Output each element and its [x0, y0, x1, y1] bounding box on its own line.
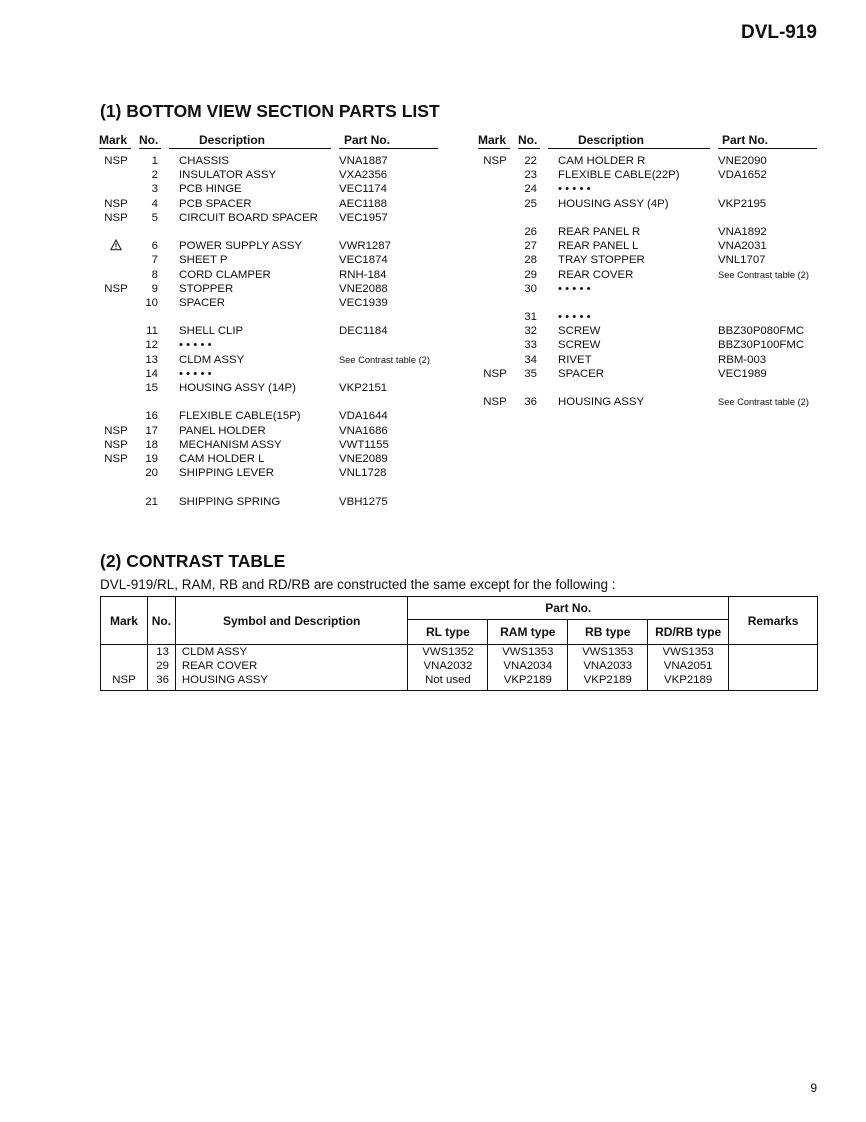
row-number: 16: [145, 410, 158, 423]
right-column-headers: [478, 133, 818, 149]
ct-cell-desc: CLDM ASSY: [181, 646, 248, 658]
row-number: 5: [151, 211, 158, 224]
header-mark: Mark: [99, 133, 128, 147]
parts-row: [479, 253, 839, 267]
parts-row: [479, 239, 839, 253]
row-part-number: VKP2151: [339, 382, 388, 395]
header-part-no: Part No.: [344, 133, 391, 147]
row-number: 14: [145, 367, 158, 380]
ct-cell-no: 29: [156, 660, 169, 672]
row-description: SHELL CLIP: [179, 325, 244, 338]
row-part-number: VEC1174: [339, 183, 387, 196]
parts-row: [100, 225, 460, 253]
row-number: 31: [524, 311, 537, 324]
row-number: 30: [524, 282, 537, 295]
row-description: HOUSING ASSY (14P): [179, 382, 296, 395]
ct-col-rb: [568, 645, 648, 691]
contrast-note: DVL-919/RL, RAM, RB and RD/RB are constructed the same except for the following :: [100, 577, 616, 592]
parts-row: [479, 168, 839, 182]
parts-row: [100, 268, 460, 282]
parts-row: [100, 338, 460, 352]
row-description: SHIPPING SPRING: [179, 495, 281, 508]
ct-col-mark: [101, 645, 148, 691]
row-description: CHASSIS: [179, 155, 230, 167]
row-description: PCB HINGE: [179, 183, 242, 196]
parts-row: [479, 268, 839, 282]
ct-cell-desc: REAR COVER: [181, 660, 258, 672]
ct-cell-mark: [101, 659, 147, 673]
row-description: CLDM ASSY: [179, 353, 245, 366]
ct-cell-ram: VKP2189: [503, 674, 552, 686]
row-number: 25: [524, 197, 537, 210]
parts-row: [479, 282, 839, 296]
row-number: 13: [145, 353, 158, 366]
row-part-number: VNA1686: [339, 424, 388, 437]
row-number: 12: [145, 339, 158, 352]
row-part-number: VEC1957: [339, 211, 388, 224]
row-part-number: VNA1892: [718, 225, 767, 238]
row-part-number: VEC1874: [339, 254, 388, 267]
row-mark: NSP: [483, 155, 507, 167]
row-part-number: RNH-184: [339, 268, 387, 281]
row-part-number: BBZ30P080FMC: [718, 325, 805, 338]
row-description: • • • • •: [558, 183, 591, 196]
row-part-number: VNE2089: [339, 452, 388, 465]
ct-cell-mark: [101, 645, 147, 659]
parts-row: [100, 168, 460, 182]
row-part-number: VNA2031: [718, 240, 767, 253]
left-column-headers: [99, 133, 439, 149]
ct-header-rl: RL type: [408, 620, 488, 645]
parts-row: [100, 424, 460, 438]
ct-header-mark: Mark: [101, 597, 148, 645]
row-part-number: VDA1644: [339, 410, 388, 423]
row-number: 10: [145, 296, 158, 309]
row-number: 19: [145, 452, 158, 465]
row-part-number: VDA1652: [718, 169, 767, 182]
header-description: Description: [199, 133, 266, 147]
row-part-number: VNE2090: [718, 155, 767, 167]
parts-row: [100, 310, 460, 338]
row-number: 21: [145, 495, 158, 508]
header-part-no: Part No.: [722, 133, 769, 147]
ct-cell-no: 13: [156, 646, 169, 658]
row-number: 8: [151, 268, 158, 281]
row-part-number: AEC1188: [339, 197, 387, 210]
row-description: FLEXIBLE CABLE(22P): [558, 169, 680, 182]
contrast-table: [100, 596, 818, 691]
parts-row: [100, 253, 460, 267]
parts-row: [100, 154, 460, 168]
row-number: 35: [524, 367, 537, 380]
row-description: HOUSING ASSY (4P): [558, 197, 669, 210]
section2-title: (2) CONTRAST TABLE: [100, 551, 286, 571]
ct-cell-rl: Not used: [425, 674, 471, 686]
parts-row: [479, 154, 839, 168]
header-no: No.: [518, 133, 538, 147]
row-number: 34: [524, 353, 537, 366]
ct-header-no: No.: [147, 597, 175, 645]
row-mark: NSP: [483, 396, 507, 409]
row-description: REAR COVER: [558, 268, 634, 281]
row-description: CORD CLAMPER: [179, 268, 271, 281]
ct-col-rdrb: [648, 645, 729, 691]
row-number: 22: [524, 155, 537, 167]
row-number: 24: [524, 183, 537, 196]
parts-row: [479, 296, 839, 324]
ct-cell-rl: VWS1352: [422, 646, 474, 658]
ct-header-ram: RAM type: [488, 620, 568, 645]
row-number: 20: [145, 467, 158, 480]
right-parts-list: [479, 154, 839, 409]
row-mark: NSP: [104, 197, 128, 210]
ct-header-part-no: Part No.: [408, 597, 729, 620]
row-description: MECHANISM ASSY: [179, 438, 282, 451]
row-number: 11: [146, 325, 158, 338]
ct-cell-mark: NSP: [112, 674, 136, 686]
row-number: 6: [151, 240, 158, 253]
row-description: SCREW: [558, 325, 601, 338]
row-part-number: VNE2088: [339, 282, 388, 295]
parts-row: [479, 197, 839, 211]
ct-header-rdrb: RD/RB type: [648, 620, 729, 645]
left-parts-list: [100, 154, 460, 509]
row-number: 28: [524, 254, 537, 267]
ct-col-rl: [408, 645, 488, 691]
parts-row: [479, 381, 839, 409]
row-mark: NSP: [104, 211, 128, 224]
parts-row: [100, 211, 460, 225]
row-part-number: VNA1887: [339, 155, 388, 167]
ct-cell-no: 36: [156, 674, 169, 686]
row-number: 36: [524, 396, 537, 409]
row-part-number: VNL1707: [718, 254, 766, 267]
row-description: TRAY STOPPER: [558, 254, 645, 267]
row-description: CAM HOLDER R: [558, 155, 646, 167]
ct-cell-rb: VWS1353: [582, 646, 634, 658]
page-number: 9: [810, 1081, 817, 1095]
parts-row: [479, 211, 839, 239]
row-mark: NSP: [104, 282, 128, 295]
ct-header-symbol: Symbol and Description: [175, 597, 408, 645]
row-description: • • • • •: [558, 282, 591, 295]
row-mark: NSP: [483, 367, 507, 380]
row-number: 2: [151, 169, 158, 182]
section1-title: (1) BOTTOM VIEW SECTION PARTS LIST: [100, 101, 440, 121]
row-number: 33: [524, 339, 537, 352]
ct-header-rb: RB type: [568, 620, 648, 645]
ct-cell-desc: HOUSING ASSY: [181, 674, 268, 686]
row-number: 27: [524, 240, 537, 253]
row-number: 26: [524, 225, 537, 238]
ct-cell-rdrb: VNA2051: [663, 660, 713, 672]
row-description: • • • • •: [179, 367, 212, 380]
parts-row: [100, 480, 460, 508]
parts-row: [479, 367, 839, 381]
row-description: SHIPPING LEVER: [179, 467, 274, 480]
row-description: HOUSING ASSY: [558, 396, 645, 409]
row-part-number: See Contrast table (2): [718, 397, 809, 408]
row-part-number: VNL1728: [339, 467, 387, 480]
row-number: 4: [151, 197, 158, 210]
ct-cell-ram: VWS1353: [502, 646, 554, 658]
row-part-number: VWR1287: [339, 240, 391, 253]
parts-row: [100, 197, 460, 211]
row-mark: NSP: [104, 424, 128, 437]
row-number: 17: [145, 424, 158, 437]
parts-row: [100, 381, 460, 395]
row-part-number: VEC1989: [718, 367, 767, 380]
row-description: RIVET: [558, 353, 592, 366]
row-description: SPACER: [558, 367, 604, 380]
parts-row: [100, 182, 460, 196]
header-no: No.: [139, 133, 159, 147]
parts-row: [100, 296, 460, 310]
header-description: Description: [578, 133, 645, 147]
row-description: REAR PANEL R: [558, 225, 641, 238]
row-mark: NSP: [104, 438, 128, 451]
row-part-number: See Contrast table (2): [339, 354, 430, 365]
row-part-number: VKP2195: [718, 197, 767, 210]
row-part-number: VEC1939: [339, 296, 388, 309]
ct-col-desc: [175, 645, 408, 691]
row-part-number: DEC1184: [339, 325, 388, 338]
parts-row: [479, 353, 839, 367]
row-part-number: VBH1275: [339, 495, 388, 508]
ct-col-ram: [488, 645, 568, 691]
row-mark: NSP: [104, 155, 128, 167]
row-number: 7: [151, 254, 158, 267]
parts-row: [100, 367, 460, 381]
parts-row: [100, 452, 460, 466]
row-description: CIRCUIT BOARD SPACER: [179, 211, 318, 224]
row-description: PANEL HOLDER: [179, 424, 266, 437]
parts-row: [100, 282, 460, 296]
header-mark: Mark: [478, 133, 507, 147]
row-number: 9: [151, 282, 158, 295]
row-part-number: VXA2356: [339, 169, 388, 182]
row-number: 18: [145, 438, 158, 451]
row-description: • • • • •: [558, 311, 591, 324]
parts-row: [479, 324, 839, 338]
ct-cell-rb: VKP2189: [583, 674, 632, 686]
row-description: REAR PANEL L: [558, 240, 639, 253]
parts-row: [100, 395, 460, 423]
parts-row: [479, 182, 839, 196]
row-description: FLEXIBLE CABLE(15P): [179, 410, 301, 423]
row-description: CAM HOLDER L: [179, 452, 265, 465]
row-description: • • • • •: [179, 339, 212, 352]
row-number: 3: [151, 183, 158, 196]
row-description: SCREW: [558, 339, 601, 352]
row-number: 29: [524, 268, 537, 281]
row-part-number: RBM-003: [718, 353, 767, 366]
ct-col-remarks: [729, 645, 818, 691]
ct-cell-ram: VNA2034: [503, 660, 553, 672]
row-description: SPACER: [179, 296, 225, 309]
parts-row: [100, 466, 460, 480]
ct-cell-rdrb: VKP2189: [664, 674, 713, 686]
ct-cell-rdrb: VWS1353: [662, 646, 714, 658]
row-description: STOPPER: [179, 282, 234, 295]
row-description: POWER SUPPLY ASSY: [179, 240, 303, 253]
parts-row: [100, 438, 460, 452]
model-number: DVL-919: [740, 22, 817, 43]
parts-row: [100, 353, 460, 367]
parts-row: [479, 338, 839, 352]
row-mark: NSP: [104, 452, 128, 465]
row-number: 32: [524, 325, 537, 338]
row-description: INSULATOR ASSY: [179, 169, 277, 182]
ct-header-remarks: Remarks: [729, 597, 818, 645]
ct-cell-rl: VNA2032: [423, 660, 473, 672]
ct-col-no: [147, 645, 175, 691]
row-description: SHEET P: [179, 254, 228, 267]
row-number: 1: [151, 155, 158, 167]
row-part-number: BBZ30P100FMC: [718, 339, 805, 352]
row-description: PCB SPACER: [179, 197, 252, 210]
ct-cell-rb: VNA2033: [583, 660, 633, 672]
row-part-number: VWT1155: [339, 438, 389, 451]
row-number: 15: [145, 382, 158, 395]
row-number: 23: [524, 169, 537, 182]
row-part-number: See Contrast table (2): [718, 269, 809, 280]
